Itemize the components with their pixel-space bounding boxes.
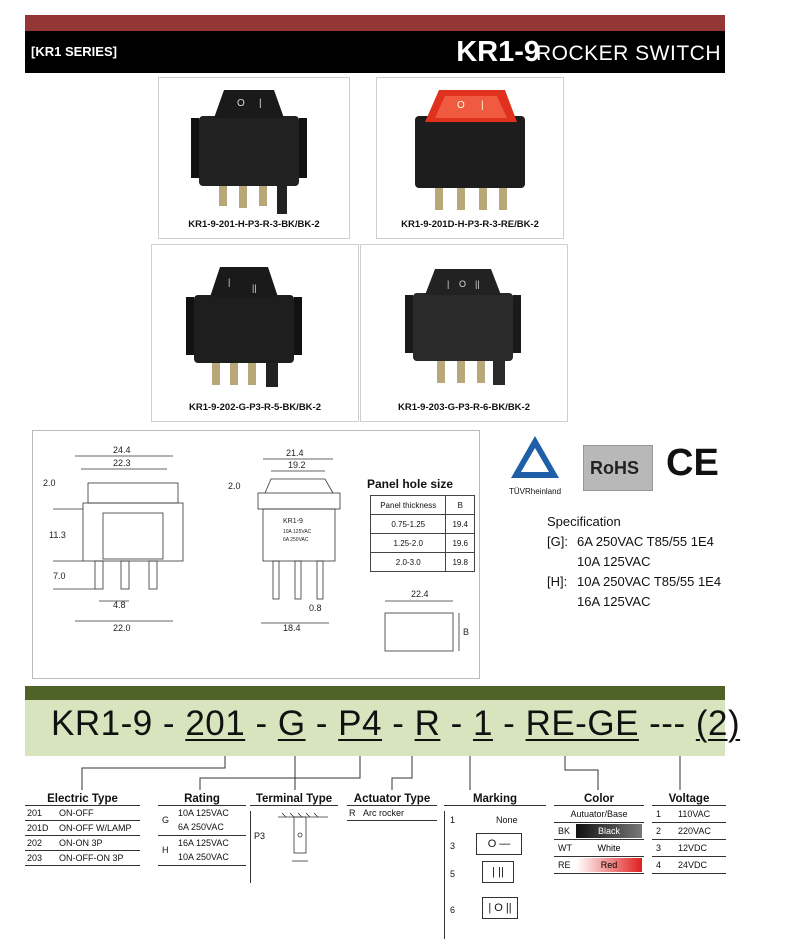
electric-code: 201D: [27, 823, 49, 833]
spec-text: 6A 250VAC T85/55 1E4: [577, 534, 714, 549]
table-row: [371, 496, 475, 515]
rating-code: G: [162, 815, 170, 825]
marking-table: [444, 793, 546, 941]
dim-front-w2: 22.3: [113, 458, 131, 468]
table-cell: 19.8: [446, 553, 475, 572]
dim-front-w1: 24.4: [113, 445, 131, 455]
rocker-switch-image: [152, 245, 358, 395]
table-row: [652, 840, 726, 856]
rating-code: H: [162, 845, 169, 855]
rocker-actuator: [210, 267, 278, 297]
ce-mark: CE: [666, 442, 719, 484]
code-prefix: KR1-9 -: [51, 704, 186, 743]
marking-symbol-box: | ||: [482, 861, 514, 883]
voltage-value: 24VDC: [678, 860, 708, 870]
voltage-table: [652, 793, 726, 874]
dim-front-h1: 11.3: [49, 530, 66, 540]
rating-title: Rating: [184, 793, 220, 805]
panel-hole-table: [370, 495, 475, 572]
svg-text:|: |: [481, 100, 484, 111]
code-electric-type: 201: [185, 704, 246, 743]
color-swatch-white: White: [576, 841, 642, 855]
rohs-label: RoHS: [590, 458, 639, 478]
panel-hole-title: Panel hole size: [367, 477, 454, 491]
spec-line: [547, 592, 721, 612]
voltage-code: 1: [656, 809, 662, 819]
marking-code: 5: [450, 869, 456, 879]
rocker-switch-image: [159, 78, 349, 218]
spec-code: [H]:: [547, 574, 568, 589]
rocker-switch-image: [361, 245, 567, 395]
table-header: Panel thickness: [371, 496, 446, 515]
product-photo-2: [376, 77, 564, 239]
code-sep: ---: [638, 704, 696, 743]
code-sep: -: [245, 704, 278, 743]
table-row: [652, 823, 726, 839]
dim-front-h2: 7.0: [53, 571, 66, 581]
table-row: [25, 821, 140, 835]
rating-value: 16A 125VAC: [178, 838, 229, 848]
panel-hole-b: B: [463, 627, 470, 637]
code-sep: -: [381, 704, 415, 743]
table-row: [554, 823, 644, 839]
marking-symbol-box: O —: [476, 833, 522, 855]
product-photo-3: [151, 244, 359, 422]
svg-text:||: ||: [475, 279, 480, 289]
ordering-code-band: [25, 700, 741, 756]
color-code: BK: [558, 826, 571, 836]
rating-value: 6A 250VAC: [178, 822, 224, 832]
product-caption: KR1-9-202-G-P3-R-5-BK/BK-2: [189, 402, 321, 413]
product-subtitle: ROCKER SWITCH: [536, 42, 721, 65]
spec-text: 10A 250VAC T85/55 1E4: [577, 574, 722, 589]
actuator-code: R: [349, 808, 356, 818]
rating-group: [158, 806, 246, 835]
table-cell: 1.25-2.0: [371, 534, 446, 553]
dim-front-bottom: 22.0: [113, 623, 131, 633]
color-table: [554, 793, 644, 874]
code-voltage: (2): [695, 704, 741, 743]
product-caption: KR1-9-203-G-P3-R-6-BK/BK-2: [398, 402, 530, 413]
actuator-value: Arc rocker: [363, 808, 405, 818]
electric-code: 201: [27, 808, 43, 818]
product-caption: KR1-9-201D-H-P3-R-3-RE/BK-2: [401, 219, 539, 230]
svg-text:O: O: [459, 279, 467, 289]
terminal-type-table: [250, 793, 338, 883]
electric-desc: ON-ON 3P: [59, 838, 103, 848]
electric-desc: ON-OFF-ON 3P: [59, 853, 124, 863]
electric-code: 203: [27, 853, 43, 863]
color-code: WT: [558, 843, 572, 853]
product-caption: KR1-9-201-H-P3-R-3-BK/BK-2: [188, 219, 320, 230]
ordering-code: [51, 704, 740, 744]
dim-front-pitch: 4.8: [113, 600, 126, 610]
code-actuator: R: [414, 704, 441, 743]
spec-text: 16A 125VAC: [577, 594, 651, 609]
table-row: [652, 857, 726, 873]
table-row: [25, 836, 140, 850]
color-code: RE: [558, 860, 571, 870]
electric-desc: ON-OFF W/LAMP: [59, 823, 132, 833]
terminal-type-title: Terminal Type: [255, 793, 333, 805]
table-cell: 19.6: [446, 534, 475, 553]
color-swatch-black: Black: [576, 824, 642, 838]
rating-group: [158, 836, 246, 865]
series-label: [KR1 SERIES]: [31, 44, 117, 59]
voltage-code: 3: [656, 843, 662, 853]
color-title: Color: [583, 793, 615, 805]
code-color: RE-GE: [525, 704, 639, 743]
tuv-triangle-icon: [505, 432, 565, 482]
table-row: [25, 851, 140, 865]
electric-type-table: [25, 793, 140, 866]
side-label-rating1: 10A 125VAC: [283, 529, 312, 535]
table-row: [371, 515, 475, 534]
voltage-value: 12VDC: [678, 843, 708, 853]
marking-title: Marking: [472, 793, 518, 805]
table-row: [347, 806, 437, 820]
spec-line: [547, 532, 721, 552]
marking-symbol-box: | O ||: [482, 897, 518, 919]
spec-text: 10A 125VAC: [577, 554, 651, 569]
table-row: [554, 840, 644, 856]
dim-side-w1: 21.4: [286, 448, 304, 458]
dim-side-bottom: 18.4: [283, 623, 301, 633]
dim-side-pitch: 0.8: [309, 603, 322, 613]
technical-drawing: [32, 430, 480, 679]
code-rating: G: [277, 704, 306, 743]
code-sep: -: [305, 704, 339, 743]
table-row: [652, 806, 726, 822]
voltage-value: 110VAC: [678, 809, 711, 819]
svg-text:|: |: [259, 98, 262, 109]
side-label-rating2: 6A 250VAC: [283, 537, 309, 543]
voltage-value: 220VAC: [678, 826, 711, 836]
rocker-actuator: [214, 90, 284, 118]
code-sep: -: [440, 704, 473, 743]
rohs-logo: [583, 445, 653, 491]
table-header: B: [446, 496, 475, 515]
table-row: [25, 806, 140, 820]
voltage-code: 2: [656, 826, 662, 836]
actuator-type-title: Actuator Type: [353, 793, 431, 805]
table-row: [371, 534, 475, 553]
marking-code: 3: [450, 841, 456, 851]
table-row: [554, 857, 644, 873]
table-cell: 19.4: [446, 515, 475, 534]
terminal-code: P3: [254, 831, 266, 841]
rocker-switch-image: [377, 78, 563, 218]
title-bar: [25, 31, 725, 73]
svg-text:|: |: [447, 279, 450, 289]
svg-text:O: O: [457, 100, 465, 111]
code-sep: -: [492, 704, 526, 743]
code-accent-bar: [25, 686, 725, 700]
model-title: KR1-9: [456, 36, 540, 68]
dim-front-top: 2.0: [43, 478, 56, 488]
rating-value: 10A 250VAC: [178, 852, 229, 862]
marking-code: 1: [450, 815, 456, 825]
code-connector-lines: [0, 756, 800, 796]
voltage-title: Voltage: [668, 793, 710, 805]
spec-line: [547, 552, 721, 572]
dim-side-w2: 19.2: [288, 460, 306, 470]
svg-text:||: ||: [252, 283, 257, 293]
panel-hole-width: 22.4: [411, 589, 429, 599]
tuv-logo: [505, 432, 565, 494]
electric-desc: ON-OFF: [59, 808, 94, 818]
dim-side-top: 2.0: [228, 481, 241, 491]
marking-code: 6: [450, 905, 456, 915]
svg-text:O: O: [237, 98, 245, 109]
product-photo-1: [158, 77, 350, 239]
specification: [547, 512, 721, 612]
spec-line: [547, 572, 721, 592]
voltage-code: 4: [656, 860, 662, 870]
side-label-brand: KR1-9: [283, 518, 303, 525]
product-photo-4: [360, 244, 568, 422]
spec-title: Specification: [547, 514, 621, 529]
electric-code: 202: [27, 838, 43, 848]
rating-value: 10A 125VAC: [178, 808, 229, 818]
marking-value: None: [496, 815, 518, 825]
top-accent-bar: [25, 15, 725, 31]
color-header: Autuator/Base: [570, 809, 628, 819]
color-swatch-red: Red: [576, 858, 642, 872]
terminal-diagram: [274, 811, 334, 869]
spec-code: [G]:: [547, 534, 568, 549]
svg-text:|: |: [228, 277, 231, 287]
code-marking: 1: [472, 704, 493, 743]
electric-type-title: Electric Type: [47, 793, 118, 805]
rating-table: [158, 793, 246, 866]
table-row: [371, 553, 475, 572]
actuator-type-table: [347, 793, 437, 821]
tuv-label: TÜVRheinland: [508, 487, 562, 496]
table-cell: 0.75-1.25: [371, 515, 446, 534]
table-cell: 2.0-3.0: [371, 553, 446, 572]
code-terminal: P4: [338, 704, 382, 743]
